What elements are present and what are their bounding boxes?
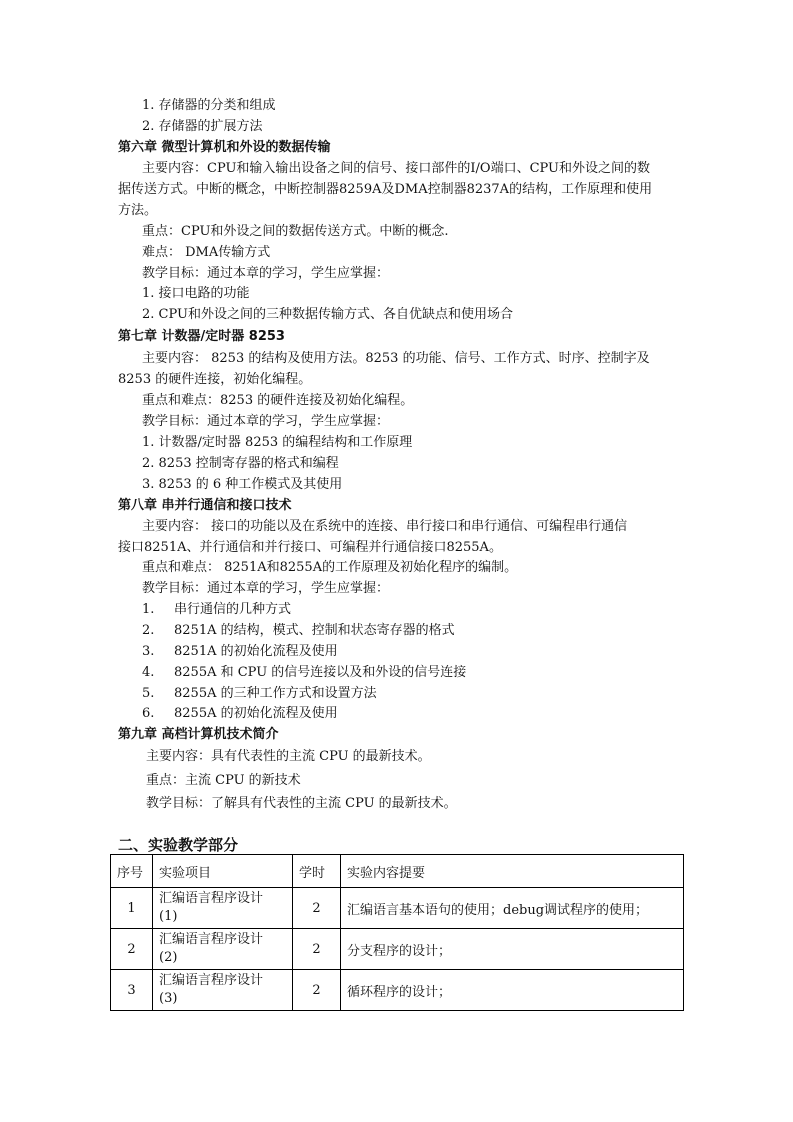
table-row [111, 970, 684, 1011]
ch5-item-2: 2. 存储器的扩展方法 [142, 119, 263, 134]
row-hours: 2 [293, 970, 341, 1011]
header-item: 实验项目 [153, 855, 293, 888]
ch8-item-6: 8255A 的初始化流程及使用 [174, 706, 338, 721]
row-item-line-2: (3) [159, 991, 178, 1006]
row-no: 1 [111, 888, 153, 929]
ch8-item-num-2: 2. [142, 623, 155, 638]
row-item-line-2: (2) [159, 950, 178, 965]
row-no: 3 [111, 970, 153, 1011]
row-item [153, 888, 293, 929]
header-content: 实验内容提要 [341, 855, 684, 888]
ch7-key-points: 重点和难点：8253 的硬件连接及初始化编程。 [142, 393, 414, 408]
ch8-key-points: 重点和难点： 8251A和8255A的工作原理及初始化程序的编制。 [142, 560, 518, 575]
ch6-main-line-2: 据传送方式。中断的概念，中断控制器8259A及DMA控制器8237A的结构，工作原理和使用 [118, 182, 653, 197]
ch9-key-points: 重点：主流 CPU 的新技术 [146, 773, 301, 788]
row-item-line-1: 汇编语言程序设计 [159, 891, 264, 906]
row-item [153, 970, 293, 1011]
ch6-difficulty: 难点： DMA传输方式 [142, 245, 271, 260]
ch8-main-line-2: 接口8251A、并行通信和并行接口、可编程并行通信接口8255A。 [118, 540, 502, 555]
ch8-item-1: 串行通信的几种方式 [174, 602, 292, 617]
ch8-item-4: 8255A 和 CPU 的信号连接以及和外设的信号连接 [174, 665, 467, 680]
row-no: 2 [111, 929, 153, 970]
ch7-item-3: 3. 8253 的 6 种工作模式及其使用 [142, 477, 343, 492]
row-item-line-2: (1) [159, 909, 178, 924]
ch8-item-3: 8251A 的初始化流程及使用 [174, 644, 338, 659]
ch8-item-num-6: 6. [142, 706, 155, 721]
chapter-6-title: 第六章 微型计算机和外设的数据传输 [118, 140, 331, 155]
ch8-item-num-3: 3. [142, 644, 155, 659]
ch5-item-1: 1. 存储器的分类和组成 [142, 98, 276, 113]
ch9-main: 主要内容：具有代表性的主流 CPU 的最新技术。 [146, 749, 431, 764]
lab-section-title: 二、实验教学部分 [118, 836, 239, 854]
row-hours: 2 [293, 888, 341, 929]
chapter-8-title: 第八章 串并行通信和接口技术 [118, 498, 292, 513]
row-content: 汇编语言基本语句的使用；debug调试程序的使用； [341, 888, 684, 929]
table-row [111, 929, 684, 970]
lab-table [110, 854, 684, 1011]
row-content: 循环程序的设计； [341, 970, 684, 1011]
ch6-main-line-1: 主要内容：CPU和输入输出设备之间的信号、接口部件的I/O端口、CPU和外设之间的数 [142, 161, 651, 176]
row-content: 分支程序的设计； [341, 929, 684, 970]
ch9-goal: 教学目标：了解具有代表性的主流 CPU 的最新技术。 [146, 796, 457, 811]
ch6-item-1: 1. 接口电路的功能 [142, 286, 250, 301]
row-item [153, 929, 293, 970]
chapter-7-title: 第七章 计数器/定时器 8253 [118, 329, 285, 344]
ch7-item-2: 2. 8253 控制寄存器的格式和编程 [142, 456, 339, 471]
ch6-item-2: 2. CPU和外设之间的三种数据传输方式、各自优缺点和使用场合 [142, 307, 513, 322]
row-item-line-1: 汇编语言程序设计 [159, 973, 264, 988]
ch8-main-line-1: 主要内容： 接口的功能以及在系统中的连接、串行接口和串行通信、可编程串行通信 [142, 519, 628, 534]
ch6-goal: 教学目标：通过本章的学习，学生应掌握： [142, 266, 390, 281]
header-no: 序号 [111, 855, 153, 888]
ch8-item-5: 8255A 的三种工作方式和设置方法 [174, 686, 377, 701]
row-hours: 2 [293, 929, 341, 970]
ch7-main-line-1: 主要内容： 8253 的结构及使用方法。8253 的功能、信号、工作方式、时序、控制字及 [142, 351, 650, 366]
chapter-9-title: 第九章 高档计算机技术简介 [118, 727, 279, 742]
ch8-item-num-4: 4. [142, 665, 155, 680]
ch6-main-line-3: 方法。 [118, 203, 158, 218]
ch8-item-2: 8251A 的结构，模式、控制和状态寄存器的格式 [174, 623, 455, 638]
ch8-item-num-5: 5. [142, 686, 155, 701]
ch7-goal: 教学目标：通过本章的学习，学生应掌握： [142, 414, 390, 429]
header-hours: 学时 [293, 855, 341, 888]
ch7-item-1: 1. 计数器/定时器 8253 的编程结构和工作原理 [142, 435, 413, 450]
table-row [111, 888, 684, 929]
ch7-main-line-2: 8253 的硬件连接，初始化编程。 [118, 372, 312, 387]
table-header-row [111, 855, 684, 888]
ch6-key-points: 重点：CPU和外设之间的数据传送方式。中断的概念. [142, 224, 449, 239]
ch8-item-num-1: 1. [142, 602, 155, 617]
ch8-goal: 教学目标：通过本章的学习，学生应掌握： [142, 581, 390, 596]
row-item-line-1: 汇编语言程序设计 [159, 932, 264, 947]
